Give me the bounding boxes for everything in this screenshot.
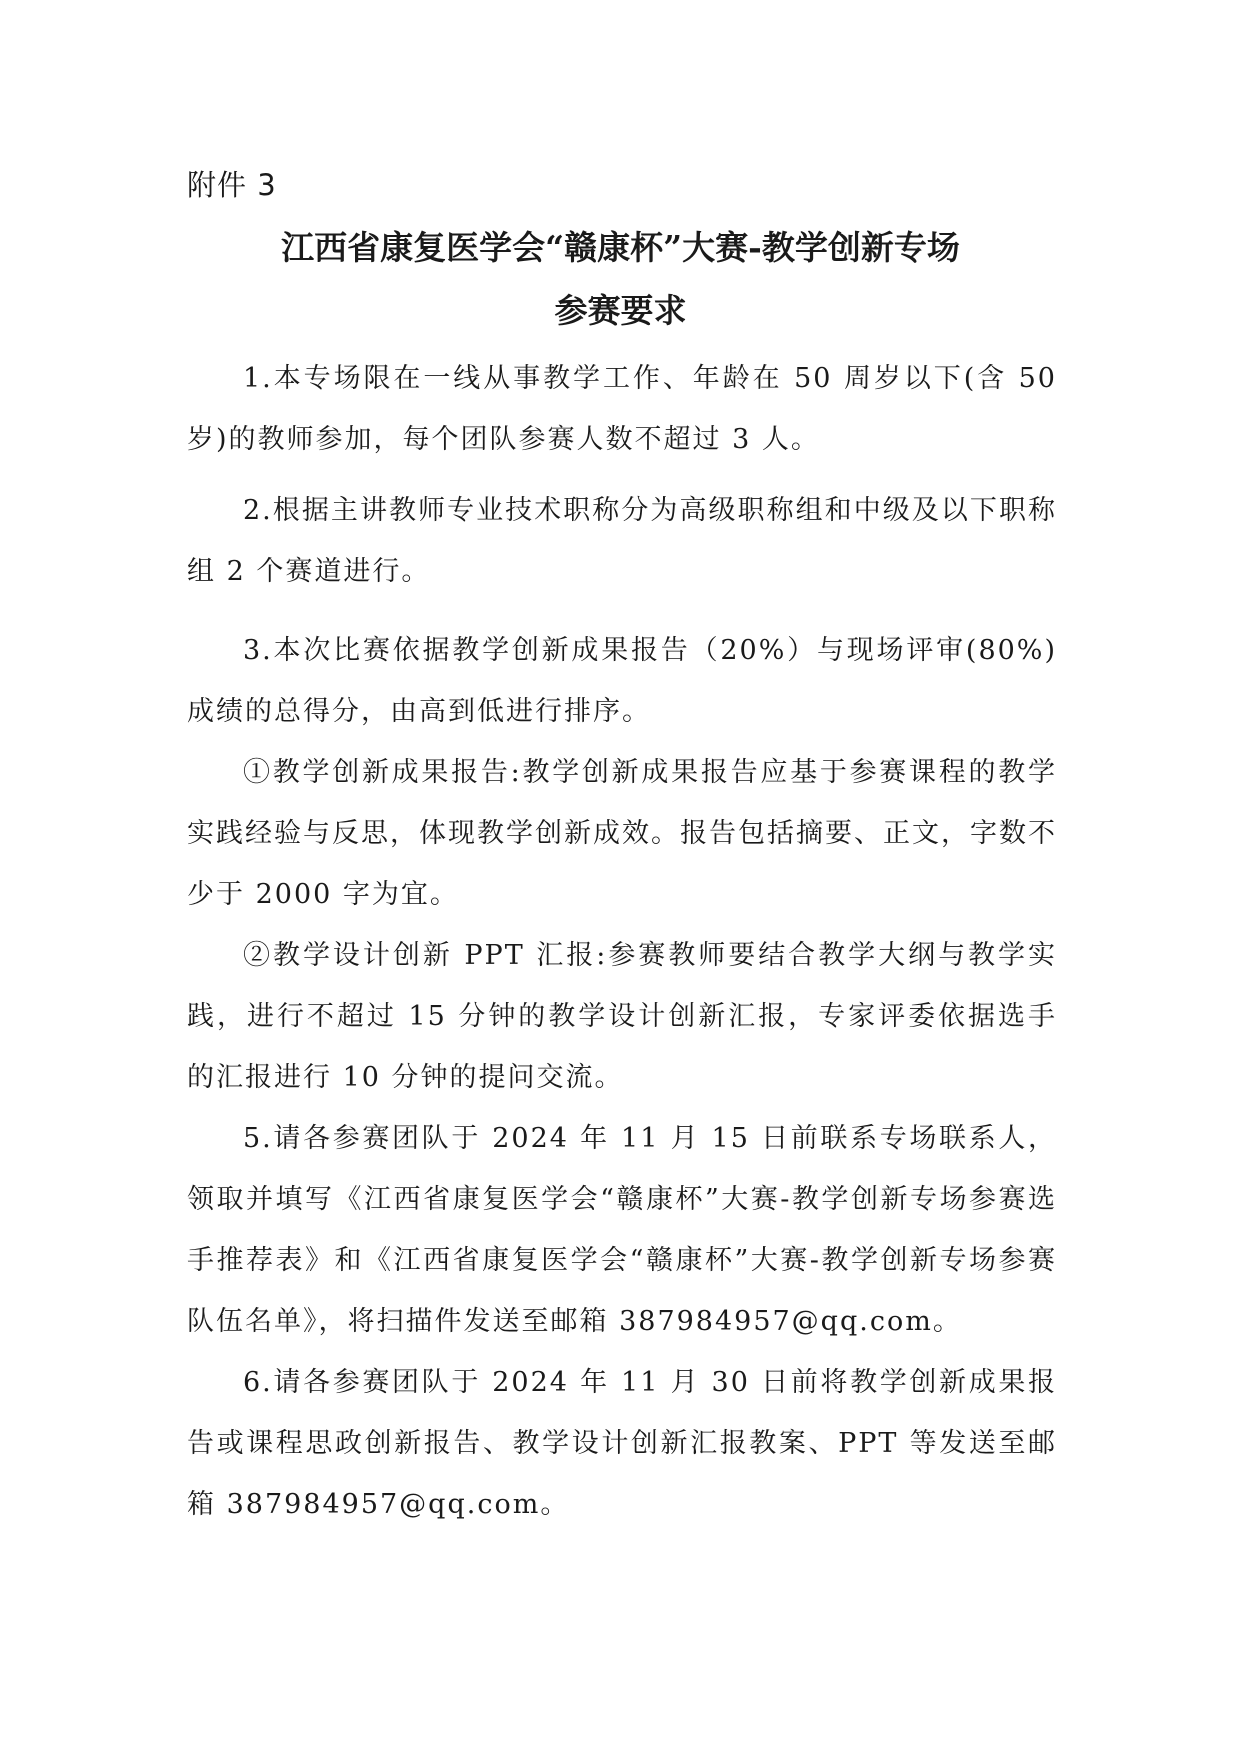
requirement-paragraph-5: 5.请各参赛团队于 2024 年 11 月 15 日前联系专场联系人，领取并填写《江西省康复医学会“赣康杯”大赛-教学创新专场参赛选手推荐表》和《江西省康复医学会“赣康杯”大赛-教学创新专场参赛队伍名单》，将扫描件发送至邮箱 387984957@qq.com。: [187, 1123, 1057, 1337]
requirement-paragraph-2: 2.根据主讲教师专业技术职称分为高级职称组和中级及以下职称组 2 个赛道进行。: [187, 495, 1057, 587]
requirement-paragraph-1: 1.本专场限在一线从事教学工作、年龄在 50 周岁以下(含 50 岁)的教师参加，每个团队参赛人数不超过 3 人。: [187, 363, 1057, 455]
document-title: 江西省康复医学会“赣康杯”大赛-教学创新专场: [281, 228, 960, 267]
requirement-subitem-2: ②教学设计创新 PPT 汇报:参赛教师要结合教学大纲与教学实践，进行不超过 15 分钟的教学设计创新汇报，专家评委依据选手的汇报进行 10 分钟的提问交流。: [187, 940, 1057, 1093]
document-subtitle: 参赛要求: [554, 291, 687, 330]
annex-label: 附件 3: [187, 168, 277, 202]
document-body: [187, 348, 1057, 1535]
requirement-paragraph-3: 3.本次比赛依据教学创新成果报告（20%）与现场评审(80%)成绩的总得分，由高到低进行排序。: [187, 635, 1057, 727]
requirement-paragraph-6: 6.请各参赛团队于 2024 年 11 月 30 日前将教学创新成果报告或课程思政创新报告、教学设计创新汇报教案、PPT 等发送至邮箱 387984957@qq.com。: [187, 1367, 1057, 1520]
requirement-subitem-1: ①教学创新成果报告:教学创新成果报告应基于参赛课程的教学实践经验与反思，体现教学创新成效。报告包括摘要、正文，字数不少于 2000 字为宜。: [187, 757, 1057, 910]
